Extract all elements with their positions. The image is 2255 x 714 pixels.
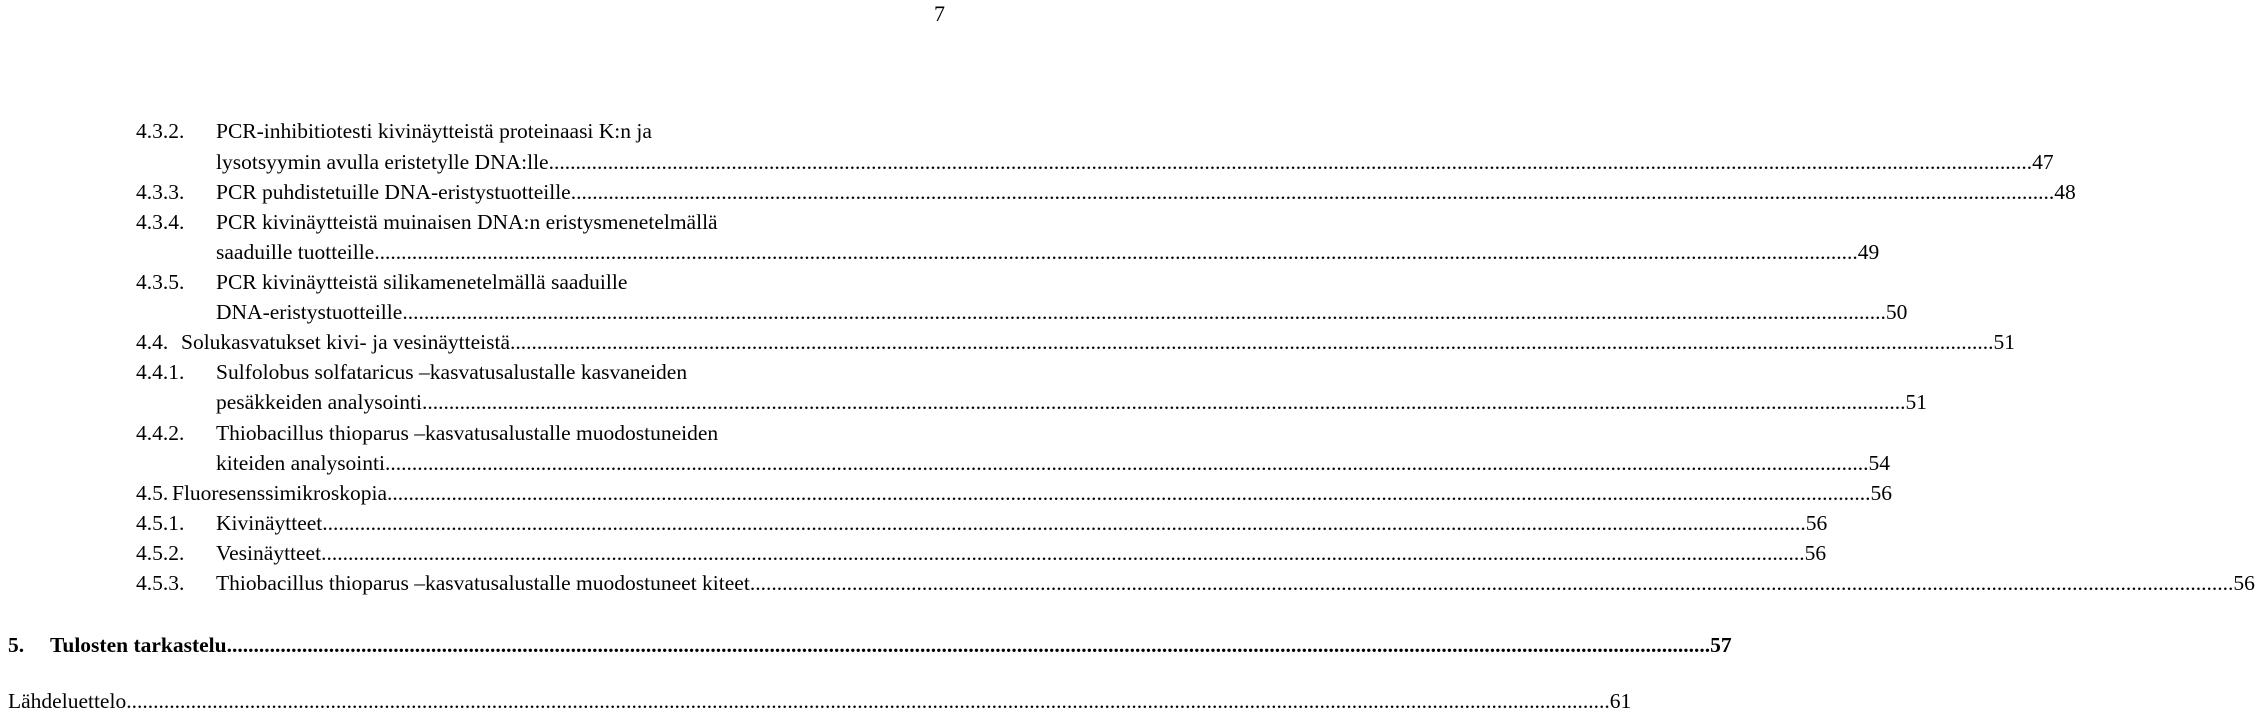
dot-leader: .................................................................................................................................................................................................................................................................................... <box>374 240 1858 264</box>
toc-entry-page: 54 <box>1868 451 1890 475</box>
toc-entry-title: Vesinäytteet <box>216 541 322 565</box>
toc-entry-4-3-3-number: 4.3.3. <box>136 180 185 204</box>
toc-entry-4-4-2-number: 4.4.2. <box>136 421 185 445</box>
toc-entry-4-5-3-number: 4.5.3. <box>136 571 185 595</box>
dot-leader: .................................................................................................................................................................................................................................................................................... <box>749 571 2234 595</box>
dot-leader: .................................................................................................................................................................................................................................................................................... <box>321 541 1805 565</box>
toc-entry-4-4-1-number: 4.4.1. <box>136 360 185 384</box>
toc-entry-page: 51 <box>1993 330 2016 354</box>
toc-entry-title-cont: lysotsyymin avulla eristetylle DNA:lle <box>216 150 549 174</box>
toc-entry-title-cont: DNA-eristystuotteille <box>216 300 403 324</box>
toc-entry-4-5-2-number: 4.5.2. <box>136 541 185 565</box>
toc-entry-4-3-4[interactable] <box>216 240 1880 264</box>
toc-entry-title: Solukasvatukset kivi- ja vesinäytteistä <box>181 330 511 354</box>
toc-entry-title-cont: pesäkkeiden analysointi <box>216 390 422 414</box>
toc-entry-page: 56 <box>1804 541 1827 565</box>
toc-entry-4-3-2-number: 4.3.2. <box>136 119 185 143</box>
toc-entry-title: Kivinäytteet <box>216 511 323 535</box>
dot-leader: .................................................................................................................................................................................................................................................................................... <box>226 633 1711 657</box>
toc-entry-4-4-2[interactable] <box>216 451 1890 475</box>
toc-entry-4-3-5-number: 4.3.5. <box>136 270 185 294</box>
toc-entry-4-3-4-number: 4.3.4. <box>136 210 185 234</box>
toc-entry-page: 47 <box>2032 150 2054 174</box>
dot-leader: .................................................................................................................................................................................................................................................................................... <box>510 330 1994 354</box>
toc-entry-4-5-1[interactable] <box>216 511 1828 535</box>
dot-leader: .................................................................................................................................................................................................................................................................................... <box>384 451 1869 475</box>
toc-entry-page: 61 <box>1609 689 1632 713</box>
toc-entry-title: PCR puhdistetuille DNA-eristystuotteille <box>216 180 571 204</box>
toc-entry-page: 49 <box>1857 240 1880 264</box>
toc-entry-page: 56 <box>1805 511 1828 535</box>
toc-chapter-5-number: 5. <box>8 633 25 657</box>
toc-entry-4-4-2-title: Thiobacillus thioparus –kasvatusalustalle muodostuneiden <box>216 421 719 445</box>
toc-entry-4-5-3[interactable] <box>216 571 2255 595</box>
toc-entry-title: Thiobacillus thioparus –kasvatusalustalle muodostuneet kiteet <box>216 571 750 595</box>
toc-entry-4-3-2-title: PCR-inhibitiotesti kivinäytteistä proteinaasi K:n ja <box>216 119 652 143</box>
toc-entry-4-3-2[interactable] <box>216 150 2054 174</box>
toc-entry-page: 48 <box>2054 180 2076 204</box>
dot-leader: .................................................................................................................................................................................................................................................................................... <box>548 150 2033 174</box>
toc-entry-4-5-1-number: 4.5.1. <box>136 511 185 535</box>
toc-entry-title-cont: kiteiden analysointi <box>216 451 385 475</box>
toc-entry-4-4-number: 4.4. <box>136 330 169 354</box>
toc-entry-page: 56 <box>2233 571 2255 595</box>
dot-leader: .................................................................................................................................................................................................................................................................................... <box>570 180 2055 204</box>
dot-leader: .................................................................................................................................................................................................................................................................................... <box>421 390 1906 414</box>
toc-entry-page: 56 <box>1870 481 1892 505</box>
toc-entry-4-4-1-title: Sulfolobus solfataricus –kasvatusalustalle kasvaneiden <box>216 360 688 384</box>
page-number: 7 <box>934 1 945 26</box>
toc-entry-page: 50 <box>1885 300 1908 324</box>
dot-leader: .................................................................................................................................................................................................................................................................................... <box>322 511 1806 535</box>
toc-entry-4-4-1[interactable] <box>216 390 1927 414</box>
toc-entry-4-3-3[interactable] <box>216 180 2076 204</box>
toc-entry-4-4[interactable] <box>181 330 2016 354</box>
dot-leader: .................................................................................................................................................................................................................................................................................... <box>387 481 1871 505</box>
toc-entry-title-cont: saaduille tuotteille <box>216 240 375 264</box>
toc-entry-page: 57 <box>1710 633 1732 657</box>
toc-entry-4-3-4-title: PCR kivinäytteistä muinaisen DNA:n eristysmenetelmällä <box>216 210 718 234</box>
toc-entry-4-3-5[interactable] <box>216 300 1908 324</box>
dot-leader: .................................................................................................................................................................................................................................................................................... <box>126 689 1610 713</box>
toc-entry-4-5-2[interactable] <box>216 541 1827 565</box>
toc-entry-title: Lähdeluettelo <box>8 689 127 713</box>
toc-references[interactable] <box>8 689 1632 713</box>
toc-entry-title: Fluoresenssimikroskopia <box>172 481 387 505</box>
toc-entry-title: Tulosten tarkastelu <box>50 633 227 657</box>
dot-leader: .................................................................................................................................................................................................................................................................................... <box>402 300 1886 324</box>
toc-entry-4-3-5-title: PCR kivinäytteistä silikamenetelmällä saaduille <box>216 270 628 294</box>
toc-entry-4-5-number: 4.5. <box>136 481 169 505</box>
toc-chapter-5[interactable] <box>50 633 1732 657</box>
toc-entry-page: 51 <box>1905 390 1927 414</box>
toc-entry-4-5[interactable] <box>172 481 1892 505</box>
